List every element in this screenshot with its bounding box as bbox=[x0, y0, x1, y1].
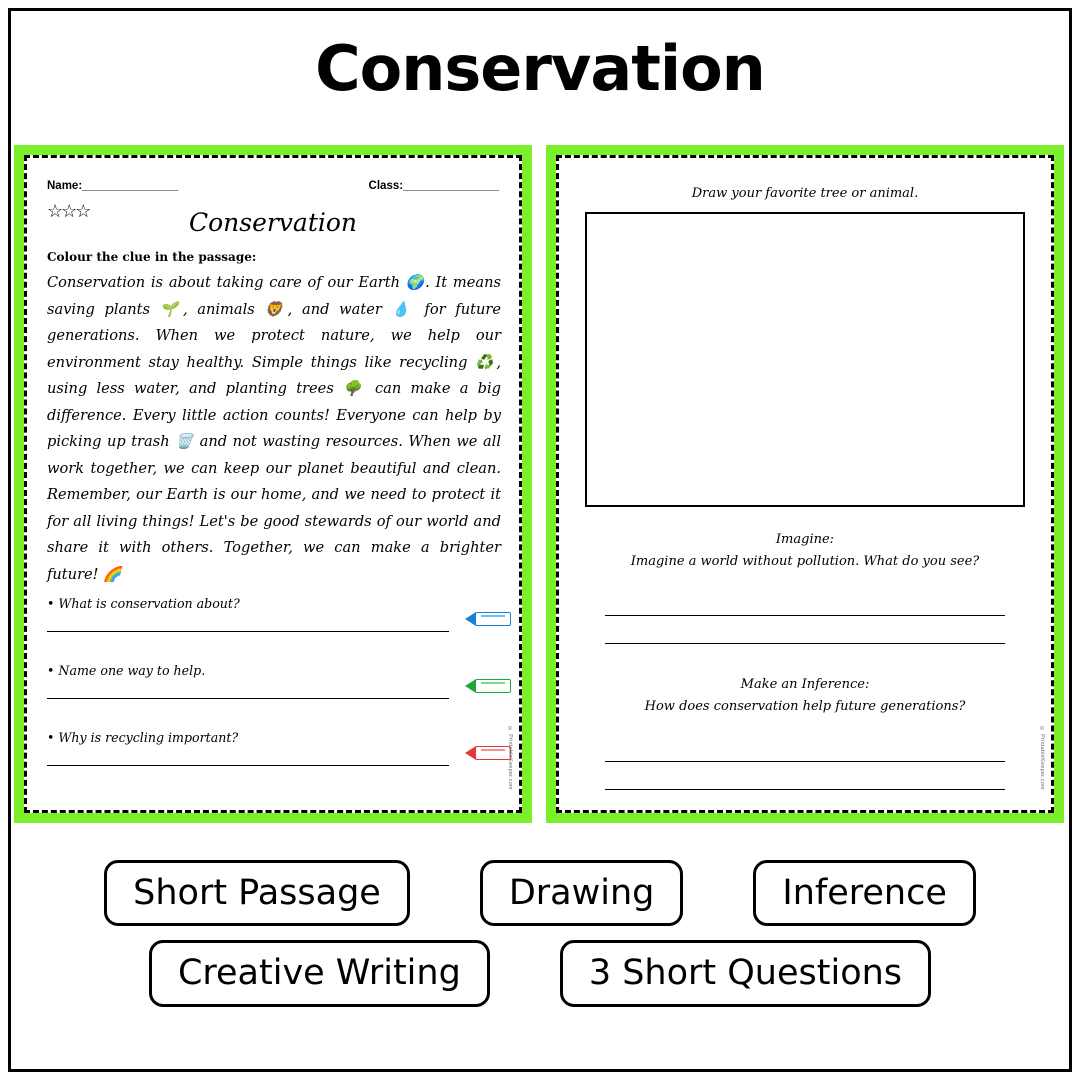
badge-row-1 bbox=[0, 860, 1080, 926]
badge-creative-writing[interactable]: Creative Writing bbox=[149, 940, 490, 1006]
imagine-answer-lines[interactable] bbox=[605, 588, 1005, 644]
question-block-3 bbox=[47, 730, 501, 766]
badge-inference[interactable]: Inference bbox=[753, 860, 975, 926]
answer-line[interactable] bbox=[47, 698, 449, 699]
worksheet-title: Conservation bbox=[188, 208, 358, 237]
question-text: • What is conservation about? bbox=[47, 596, 240, 611]
copyright-left: © PrintableKeeper.com bbox=[507, 726, 513, 790]
answer-line[interactable] bbox=[47, 631, 449, 632]
answer-line[interactable] bbox=[605, 616, 1005, 644]
question-text: • Why is recycling important? bbox=[47, 730, 239, 745]
answer-line[interactable] bbox=[47, 765, 449, 766]
star-rating-icon[interactable]: ☆☆☆ bbox=[47, 201, 90, 221]
worksheet-page-right bbox=[546, 145, 1064, 823]
badge-short-questions[interactable]: 3 Short Questions bbox=[560, 940, 931, 1006]
inference-heading: Make an Inference: bbox=[740, 677, 870, 692]
question-text: • Name one way to help. bbox=[47, 663, 206, 678]
feature-badges bbox=[0, 860, 1080, 1021]
worksheet-left-inner bbox=[24, 155, 522, 813]
answer-line[interactable] bbox=[605, 734, 1005, 762]
worksheet-page-left bbox=[14, 145, 532, 823]
crayon-red-icon bbox=[465, 744, 511, 762]
copyright-right: © PrintableKeeper.com bbox=[1039, 726, 1045, 790]
imagine-prompt: Imagine a world without pollution. What do you see? bbox=[630, 554, 980, 569]
student-info-row bbox=[47, 180, 499, 192]
worksheet-right-inner bbox=[556, 155, 1054, 813]
reading-passage: Conservation is about taking care of our Earth 🌍. It means saving plants 🌱, animals 🦁, and water 💧 for future generations. When we protect nature, we help our environment stay healthy. Simple things like recycling ♻️, using less water, and planting trees 🌳 can make a big difference. Every little action counts! Everyone can help by picking up trash 🗑️ and not wasting resources. When we all work together, we can keep our planet beautiful and clean. Remember, our Earth is our home, and we need to protect it for all living things! Let's be good stewards of our world and share it with others. Together, we can make a brighter future! 🌈 bbox=[47, 274, 501, 583]
question-block-2 bbox=[47, 663, 501, 699]
badge-row-2 bbox=[0, 940, 1080, 1006]
imagine-heading: Imagine: bbox=[775, 532, 835, 547]
page-title: Conservation bbox=[315, 32, 765, 105]
worksheet-instruction: Colour the clue in the passage: bbox=[47, 250, 257, 264]
badge-drawing[interactable]: Drawing bbox=[480, 860, 684, 926]
name-field-label[interactable]: Name:_______________ bbox=[47, 180, 179, 192]
answer-line[interactable] bbox=[605, 588, 1005, 616]
inference-prompt: How does conservation help future generations? bbox=[644, 699, 966, 714]
class-field-label[interactable]: Class:_______________ bbox=[368, 180, 499, 192]
drawing-prompt: Draw your favorite tree or animal. bbox=[691, 186, 919, 201]
question-block-1 bbox=[47, 596, 501, 632]
inference-answer-lines[interactable] bbox=[605, 734, 1005, 790]
crayon-blue-icon bbox=[465, 610, 511, 628]
answer-line[interactable] bbox=[605, 762, 1005, 790]
crayon-green-icon bbox=[465, 677, 511, 695]
badge-short-passage[interactable]: Short Passage bbox=[104, 860, 410, 926]
drawing-area[interactable] bbox=[585, 212, 1025, 507]
